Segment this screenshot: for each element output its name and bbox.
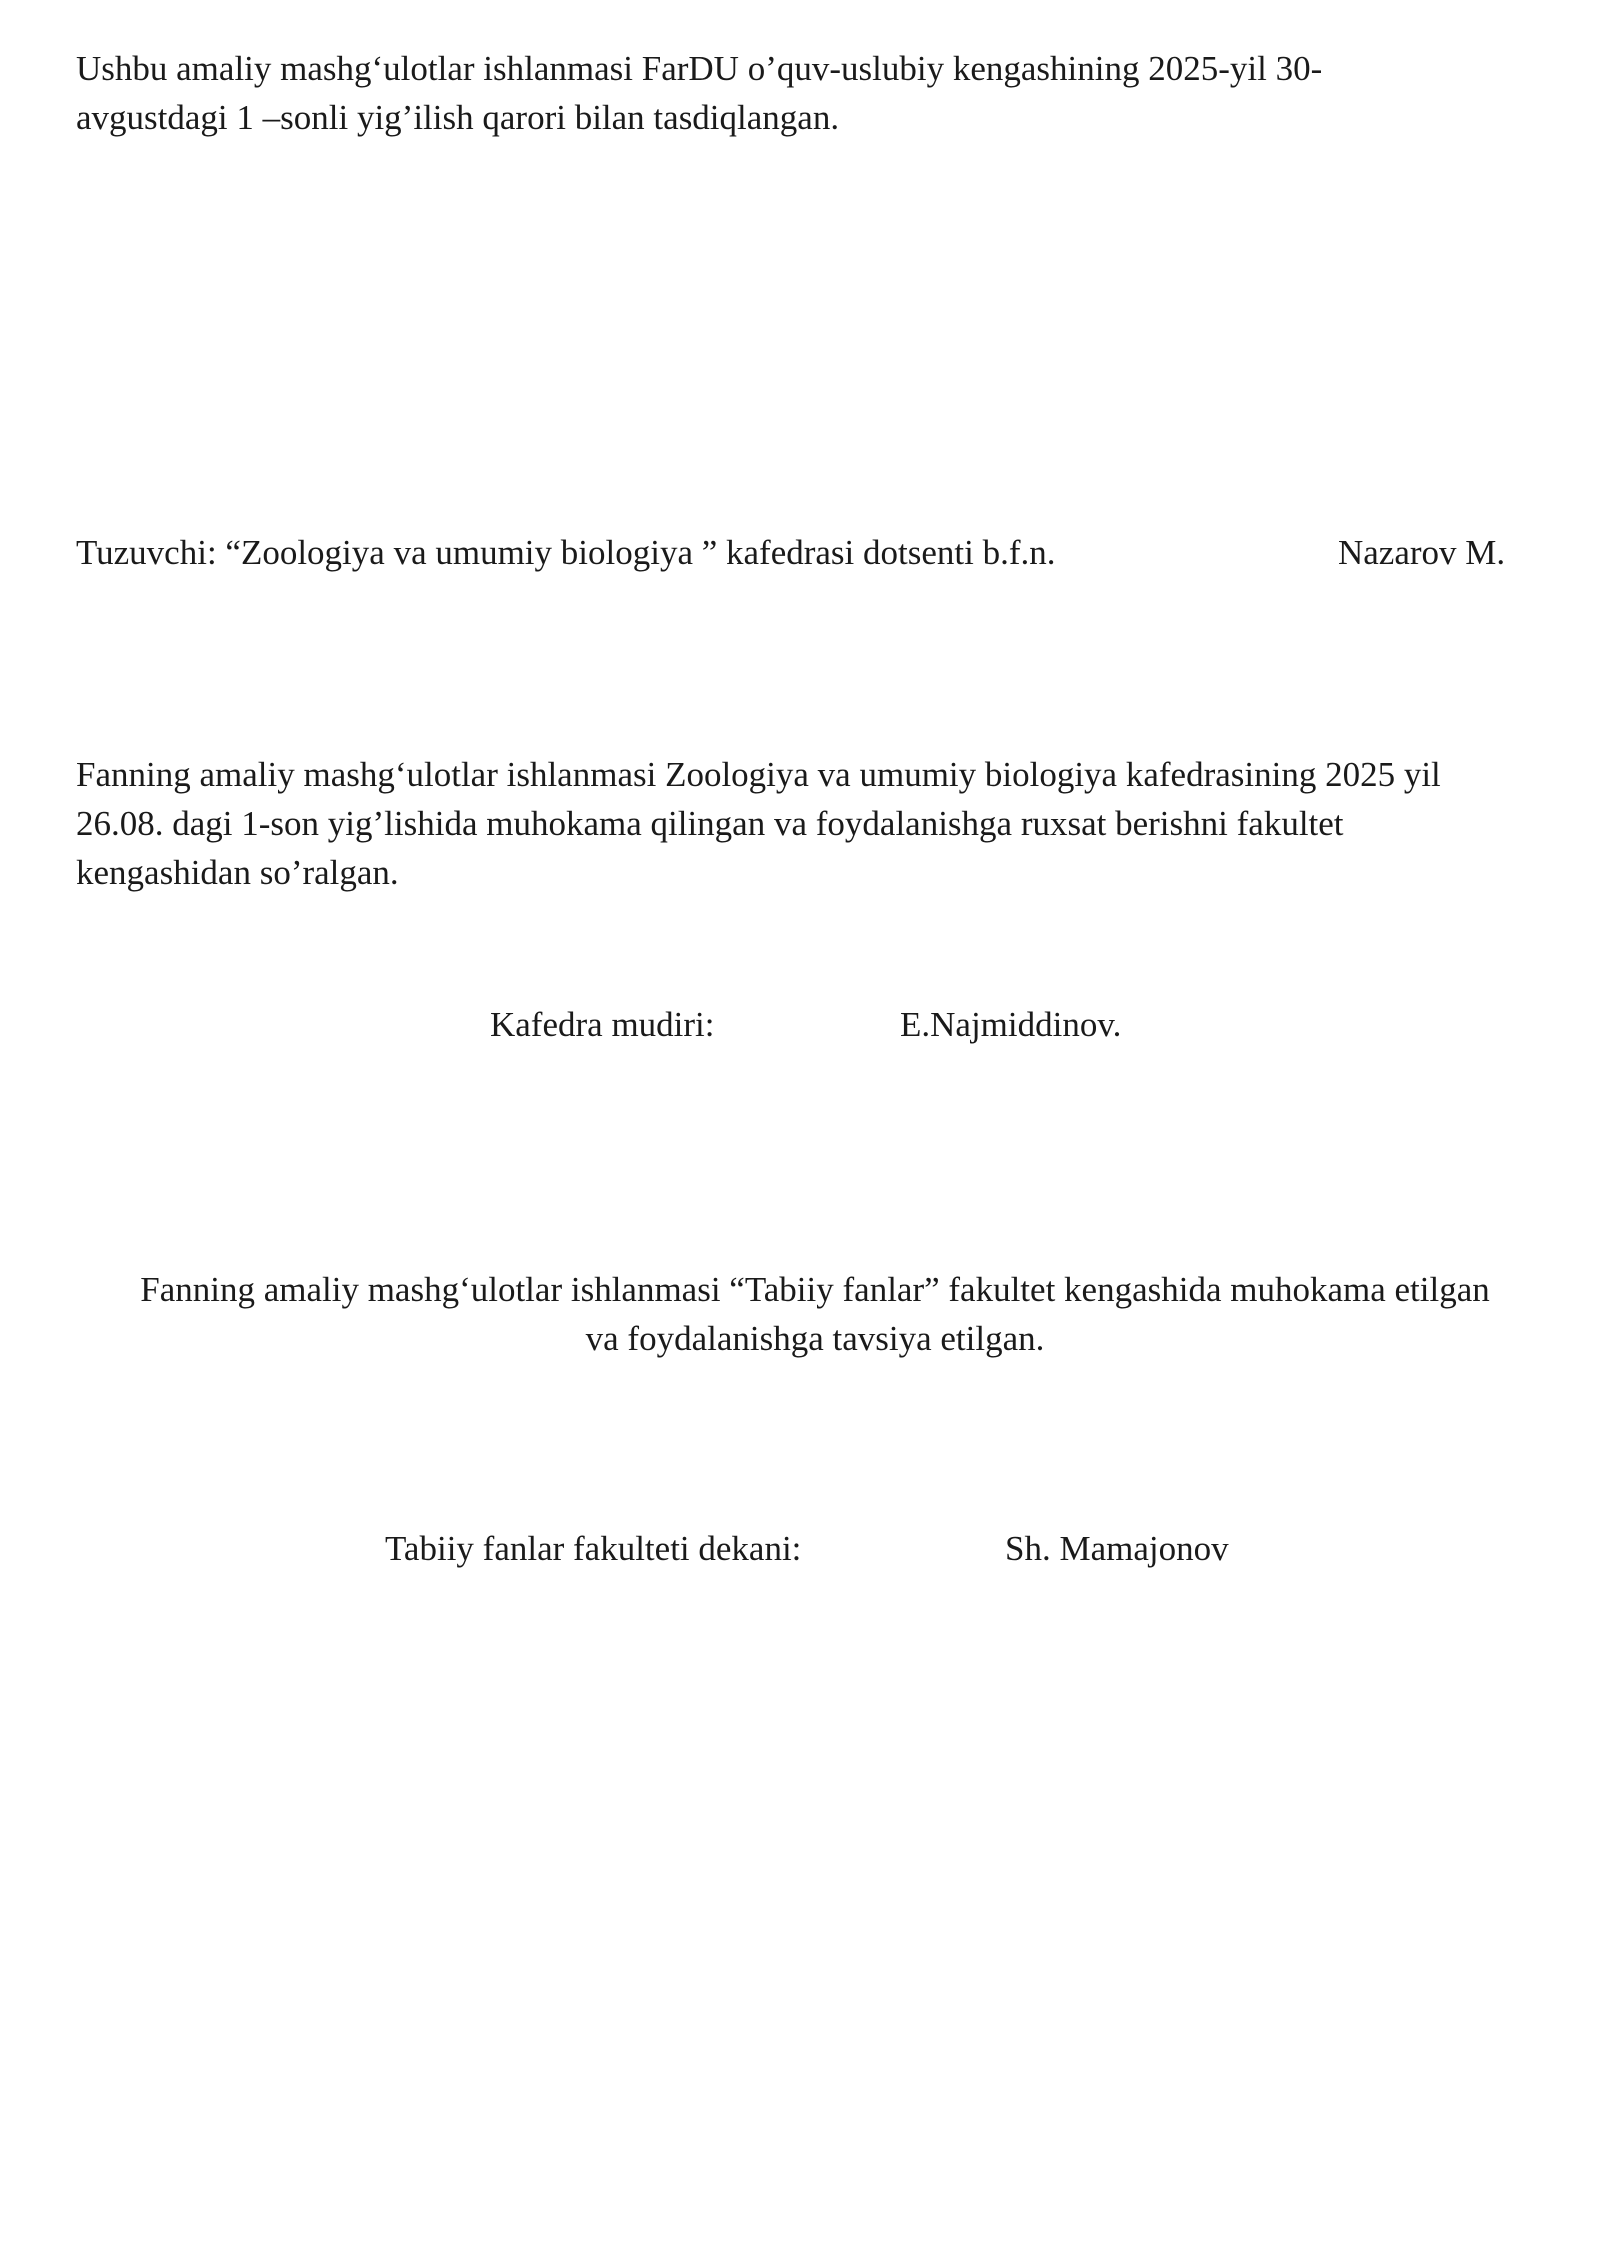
- department-head-label: Kafedra mudiri:: [490, 1005, 715, 1044]
- faculty-line-1: Fanning amaliy mashg‘ulotlar ishlanmasi “Tabiiy fanlar” fakultet kengashida muhokama etilgan: [140, 1270, 1490, 1309]
- dean-label: Tabiiy fanlar fakulteti dekani:: [385, 1529, 802, 1568]
- approval-line-1: Ushbu amaliy mashg‘ulotlar ishlanmasi FarDU o’quv-uslubiy kengashining 2025-yil 30-: [76, 49, 1323, 88]
- author-line: [76, 528, 1526, 577]
- department-head-name: E.Najmiddinov.: [900, 1005, 1122, 1044]
- approval-line-2: avgustdagi 1 –sonli yig’ilish qarori bilan tasdiqlangan.: [76, 98, 840, 137]
- department-head-signature: [0, 1000, 1600, 1049]
- approval-statement: [76, 44, 1476, 142]
- department-statement: [76, 750, 1566, 897]
- faculty-statement: [60, 1265, 1570, 1363]
- author-label: Tuzuvchi: “Zoologiya va umumiy biologiya ” kafedrasi dotsenti b.f.n.: [76, 533, 1056, 572]
- department-line-1: Fanning amaliy mashg‘ulotlar ishlanmasi Zoologiya va umumiy biologiya kafedrasining 2025 yil: [76, 755, 1441, 794]
- author-name: Nazarov M.: [1338, 533, 1506, 572]
- faculty-line-2: va foydalanishga tavsiya etilgan.: [585, 1319, 1045, 1358]
- dean-signature: [0, 1524, 1600, 1573]
- department-line-2: 26.08. dagi 1-son yig’lishida muhokama qilingan va foydalanishga ruxsat berishni fakultet: [76, 804, 1344, 843]
- dean-name: Sh. Mamajonov: [1005, 1529, 1229, 1568]
- department-line-3: kengashidan so’ralgan.: [76, 853, 399, 892]
